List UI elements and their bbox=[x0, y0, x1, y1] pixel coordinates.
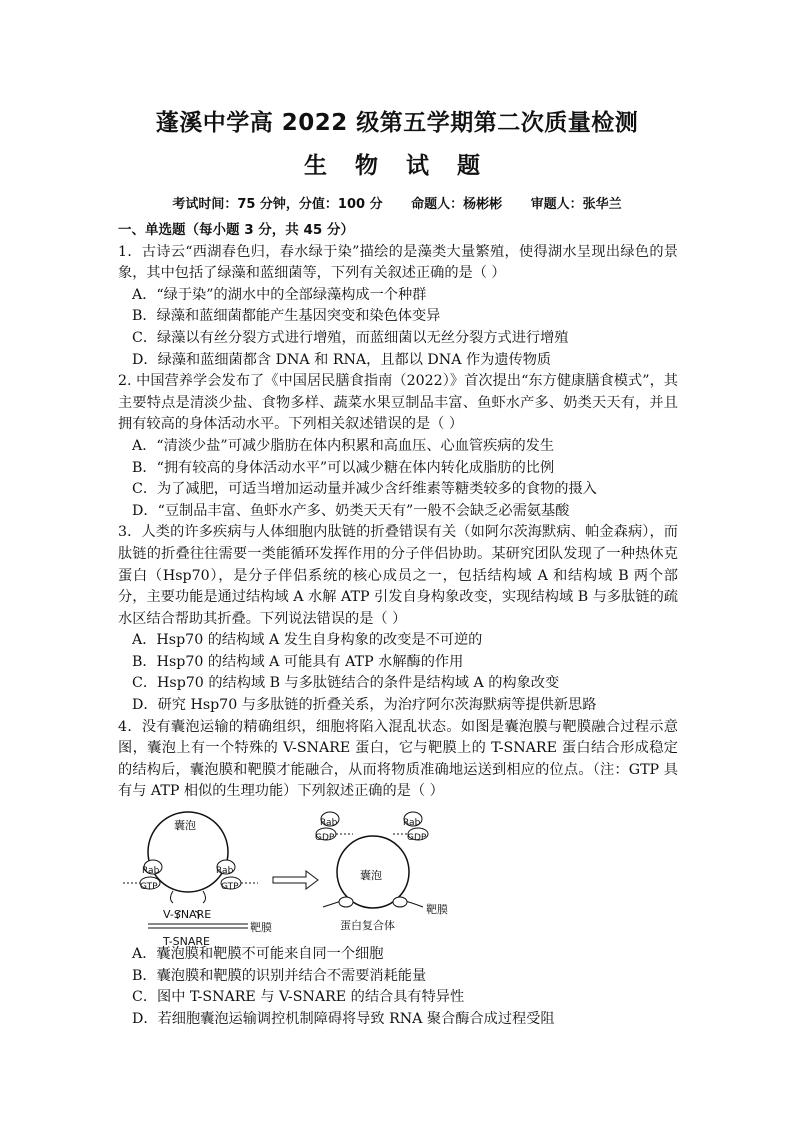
exam-meta bbox=[0, 193, 794, 212]
question-3 bbox=[118, 522, 678, 716]
question-stem: 4．没有囊泡运输的精确组织，细胞将陷入混乱状态。如图是囊泡膜与靶膜融合过程示意图，囊泡上有一个特殊的 V-SNARE 蛋白，它与靶膜上的 T-SNARE 蛋白结合形成稳定的结构后，囊泡膜和靶膜才能融合，从而将物质准确地运送到相应的位点。（注：GTP 具有与 ATP 相似的生理功能）下列叙述正确的是（ ） bbox=[118, 718, 678, 800]
option-c: C．绿藻以有丝分裂方式进行增殖，而蓝细菌以无丝分裂方式进行增殖 bbox=[132, 329, 569, 346]
label-gdp-right-1: GDP bbox=[315, 833, 335, 844]
label-gtp-left-1: GTP bbox=[140, 882, 158, 893]
option-b: B．绿藻和蓝细菌都能产生基因突变和染色体变异 bbox=[132, 308, 441, 325]
label-rab-left-2: Rab bbox=[216, 866, 234, 877]
option-b: B．囊泡膜和靶膜的识别并结合不需要消耗能量 bbox=[132, 967, 427, 984]
option-c: C．Hsp70 的结构域 B 与多肽链结合的条件是结构域 A 的构象改变 bbox=[132, 675, 560, 692]
label-rab-left-1: Rab bbox=[142, 866, 160, 877]
question-stem: 2. 中国营养学会发布了《中国居民膳食指南（2022）》首次提出“东方健康膳食模式”，其主要特点是清淡少盐、食物多样、蔬菜水果豆制品丰富、鱼虾水产多、奶类天天有，并且拥有较高的身体活动水平。下列相关叙述错误的是（ ） bbox=[118, 373, 678, 433]
protein-complex-left bbox=[339, 897, 353, 907]
exam-author: 命题人：杨彬彬 bbox=[411, 197, 503, 212]
fused-membrane bbox=[323, 899, 423, 907]
option-b: B．“拥有较高的身体活动水平”可以减少糖在体内转化成脂肪的比例 bbox=[132, 459, 555, 476]
option-a: A．Hsp70 的结构域 A 发生自身构象的改变是不可逆的 bbox=[132, 632, 483, 649]
vesicle-fusion-figure bbox=[118, 807, 678, 949]
label-v-snare: V-SNARE bbox=[163, 908, 212, 922]
option-a: A．“清淡少盐”可减少脂肪在体内积累和高血压、心血管疾病的发生 bbox=[132, 437, 555, 454]
question-4 bbox=[118, 717, 678, 1031]
option-d: D．研究 Hsp70 与多肽链的折叠关系，为治疗阿尔茨海默病等提供新思路 bbox=[132, 697, 597, 714]
label-gdp-right-2: GDP bbox=[407, 833, 427, 844]
label-t-snare: T-SNARE bbox=[163, 935, 211, 949]
v-snare-hooks bbox=[171, 891, 206, 903]
question-1 bbox=[118, 242, 678, 372]
option-d: D．“豆制品丰富、鱼虾水产多、奶类天天有”一般不会缺乏必需氨基酸 bbox=[132, 502, 570, 519]
exam-subject: 生 物 试 题 bbox=[303, 153, 491, 179]
label-rab-right-2: Rab bbox=[403, 818, 421, 829]
label-gtp-left-2: GTP bbox=[221, 882, 239, 893]
option-c: C．图中 T-SNARE 与 V-SNARE 的结合具有特异性 bbox=[132, 989, 465, 1006]
option-a: A．囊泡膜和靶膜不可能来自同一个细胞 bbox=[132, 946, 384, 963]
question-stem: 3．人类的许多疾病与人体细胞内肽链的折叠错误有关（如阿尔茨海默病、帕金森病），而肽链的折叠往往需要一类能循环发挥作用的分子伴侣协助。某研究团队发现了一种热休克蛋白（Hsp70），是分子伴侣系统的核心成员之一，包括结构域 A 和结构域 B 两个部分，主要功能是通过结构域 A 水解 ATP 引发自身构象改变，实现结构域 B 与多肽链的疏水区结合帮助其折叠。下列说法错误的是（ ） bbox=[118, 524, 678, 627]
option-a: A．“绿于染”的湖水中的全部绿藻构成一个种群 bbox=[132, 286, 427, 303]
label-target-membrane-left: 靶膜 bbox=[250, 921, 272, 935]
option-d: D．绿藻和蓝细菌都含 DNA 和 RNA，且都以 DNA 作为遗传物质 bbox=[132, 351, 552, 368]
label-target-membrane-right: 靶膜 bbox=[426, 903, 448, 917]
exam-reviewer: 审题人：张华兰 bbox=[530, 197, 622, 212]
option-b: B．Hsp70 的结构域 A 可能具有 ATP 水解酶的作用 bbox=[132, 653, 464, 670]
label-rab-right-1: Rab bbox=[320, 818, 338, 829]
transition-arrow bbox=[273, 871, 318, 889]
label-vesicle-right: 囊泡 bbox=[360, 869, 382, 883]
exam-content bbox=[118, 220, 678, 1030]
protein-complex-right bbox=[393, 897, 407, 907]
exam-time: 考试时间：75 分钟，分值：100 分 bbox=[172, 197, 383, 212]
question-stem: 1．古诗云“西湖春色归，春水绿于染”描绘的是藻类大量繁殖，使得湖水呈现出绿色的景象，其中包括了绿藻和蓝细菌等，下列有关叙述正确的是（ ） bbox=[118, 243, 678, 282]
label-protein-complex: 蛋白复合体 bbox=[340, 919, 395, 933]
section-heading: 一、单选题（每小题 3 分，共 45 分） bbox=[118, 222, 354, 238]
option-c: C．为了减肥，可适当增加运动量并减少含纤维素等糖类较多的食物的摄入 bbox=[132, 481, 597, 498]
label-vesicle-left: 囊泡 bbox=[174, 819, 196, 833]
question-2 bbox=[118, 371, 678, 522]
option-d: D．若细胞囊泡运输调控机制障碍将导致 RNA 聚合酶合成过程受阻 bbox=[132, 1010, 555, 1027]
exam-title: 蓬溪中学高 2022 级第五学期第二次质量检测 bbox=[155, 110, 639, 136]
